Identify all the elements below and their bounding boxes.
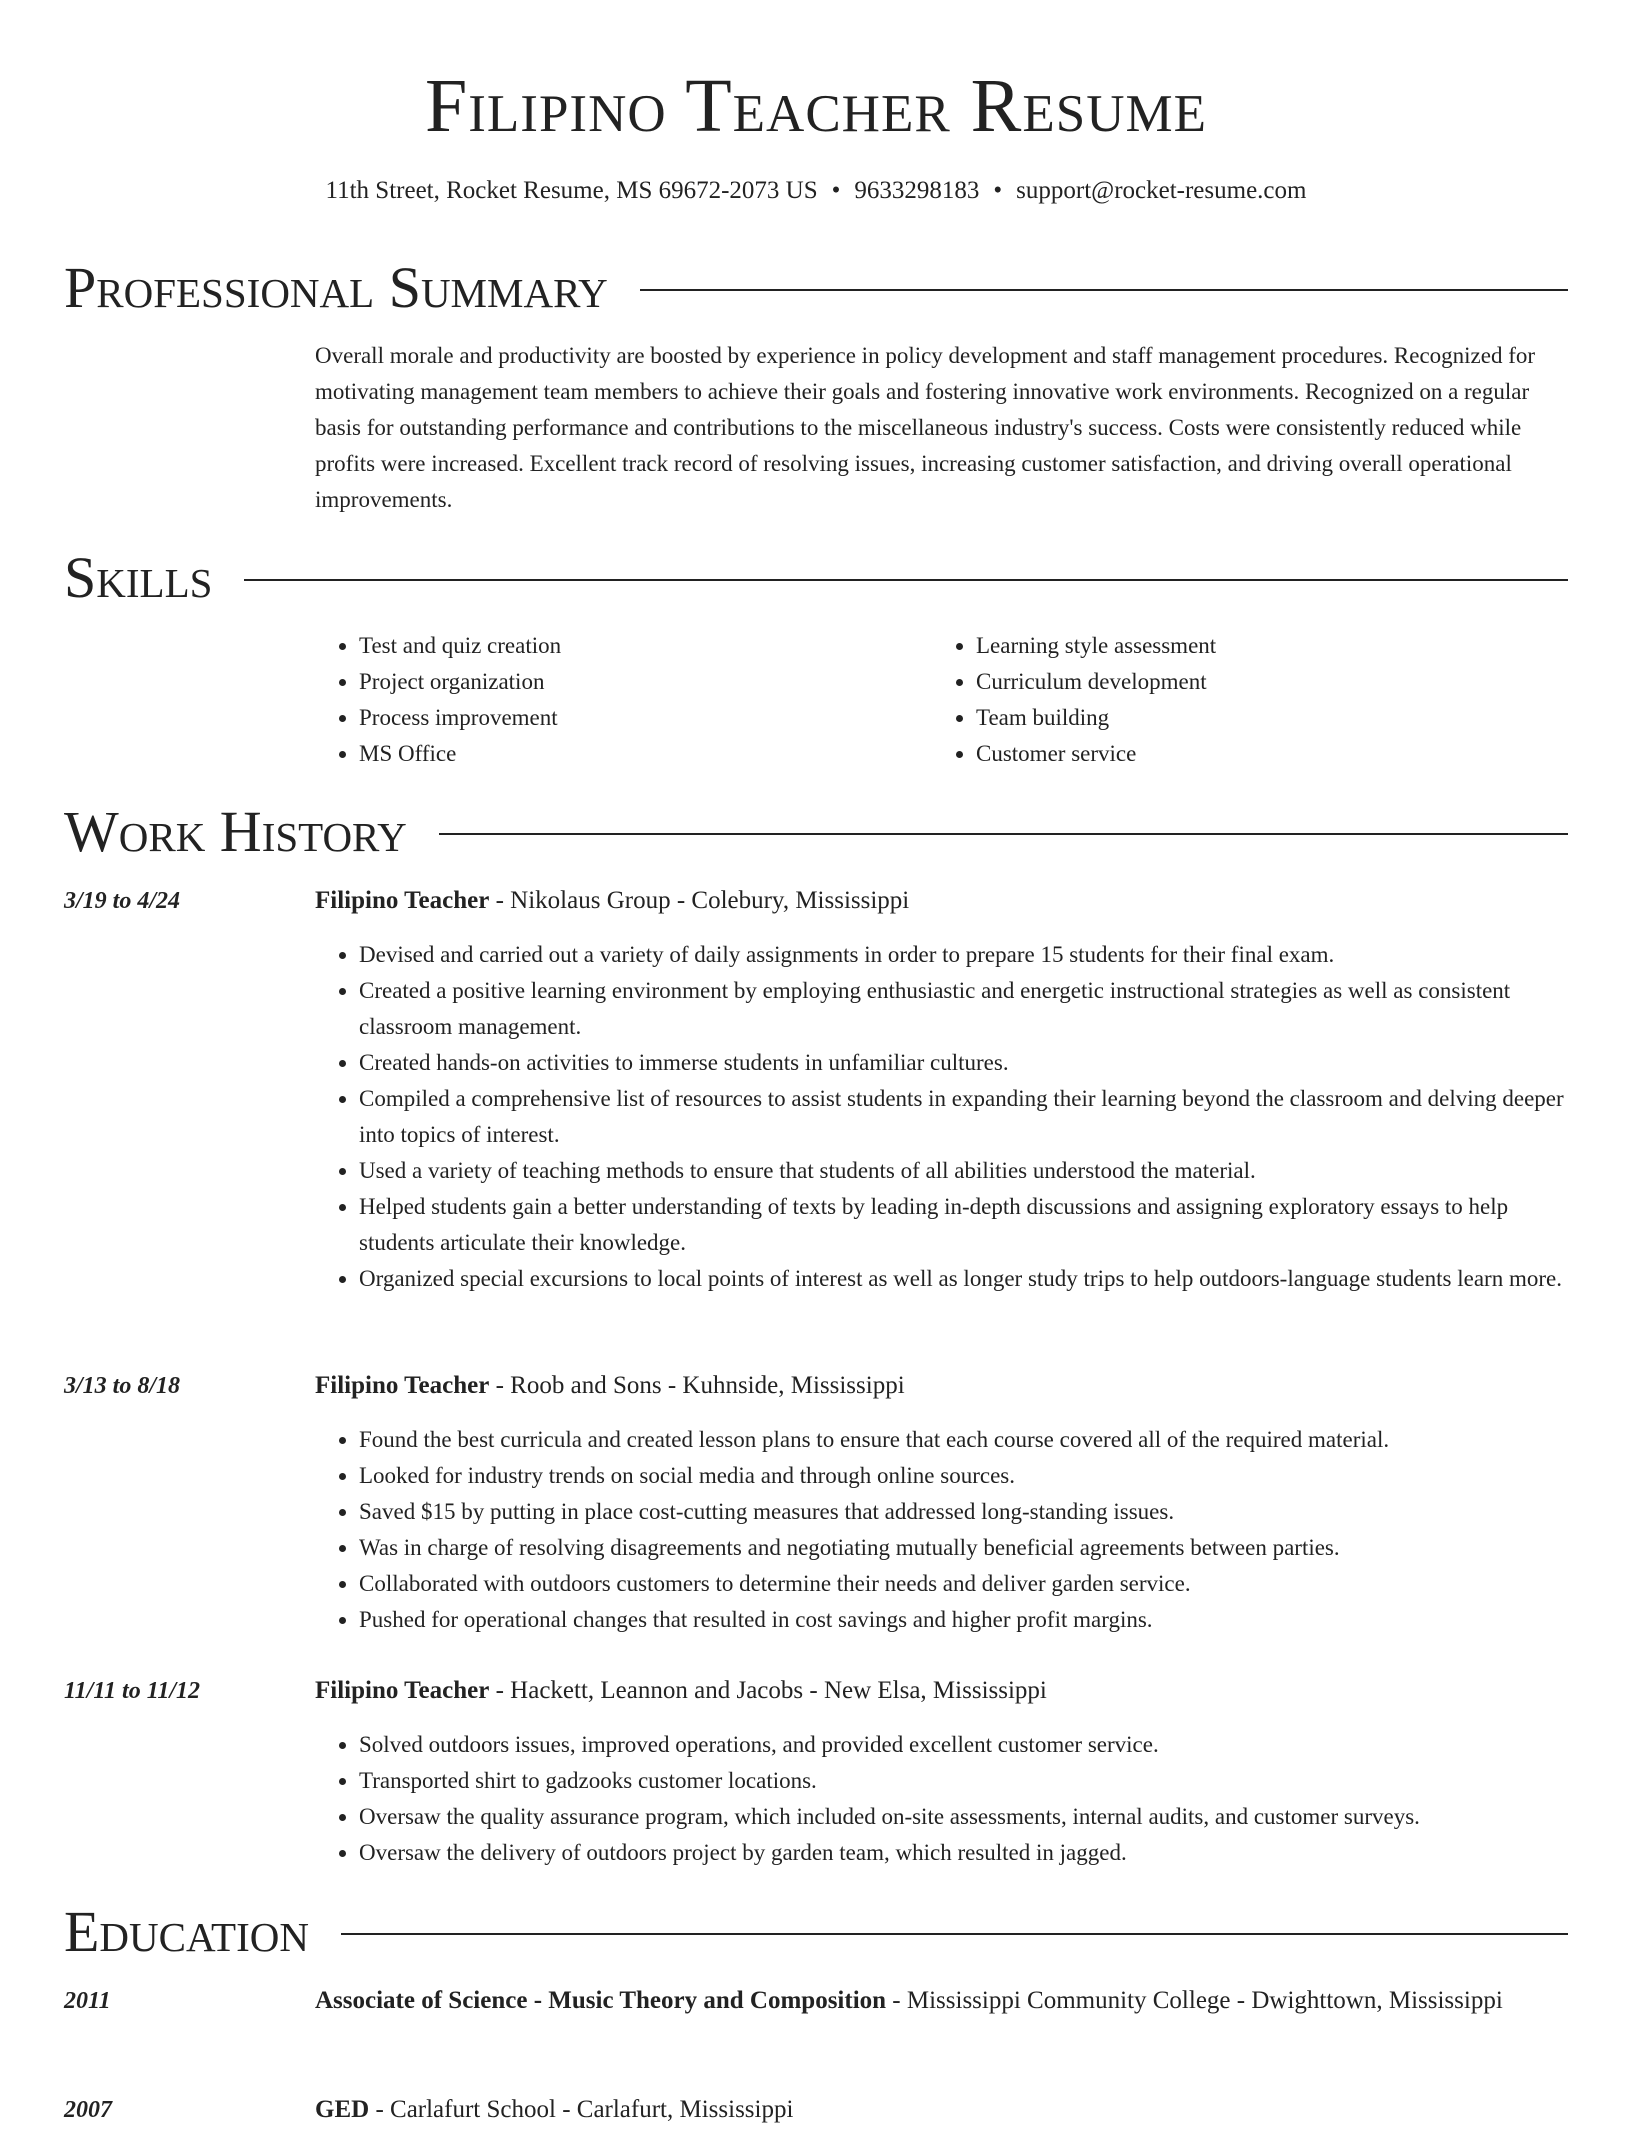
skill-item: • Process improvement: [359, 700, 932, 736]
job-dates: 3/19 to 4/24: [64, 888, 181, 914]
job-bullet: • Organized special excursions to local points of interest as well as longer study trips to help outdoors-language students learn more.: [359, 1261, 1568, 1297]
education-school: - Carlafurt School - Carlafurt, Mississippi: [369, 2096, 794, 2123]
job-bullets: [315, 937, 1568, 1297]
job-title: Filipino Teacher: [315, 887, 490, 914]
job-bullet: • Compiled a comprehensive list of resources to assist students in expanding their learning beyond the classroom and delving deeper into topics of interest.: [359, 1081, 1568, 1153]
job-title-line: [315, 1673, 1568, 1709]
resume-page: [64, 0, 1568, 2123]
job-employer: - Nikolaus Group - Colebury, Mississippi: [489, 887, 910, 914]
job-bullet: • Looked for industry trends on social media and through online sources.: [359, 1458, 1568, 1494]
skills-list: [315, 628, 1568, 772]
section-title-work: Work History: [64, 799, 407, 864]
separator-dot: •: [993, 177, 1003, 204]
job-bullet: • Created a positive learning environment by employing enthusiastic and energetic instructional strategies as well as consistent classroom management.: [359, 973, 1568, 1045]
contact-line: [64, 174, 1568, 208]
education-degree: Associate of Science - Music Theory and Composition: [315, 1987, 887, 2014]
job-title-line: [315, 1368, 1568, 1404]
summary-text: Overall morale and productivity are boosted by experience in policy development and staff management procedures. Recognized for motivating management team members to achieve their goals and fostering innovative work environments. Recognized on a regular basis for outstanding performance and contributions to the miscellaneous industry's success. Costs were consistently reduced while profits were increased. Excellent track record of resolving issues, increasing customer satisfaction, and driving overall operational improvements.: [315, 343, 1536, 512]
job-bullets: [315, 1422, 1568, 1638]
job-bullet: • Pushed for operational changes that resulted in cost savings and higher profit margins.: [359, 1602, 1568, 1638]
skill-item: • Team building: [976, 700, 1549, 736]
resume-title: Filipino Teacher Resume: [425, 64, 1207, 148]
separator-dot: •: [831, 177, 841, 204]
job-dates: 11/11 to 11/12: [64, 1678, 201, 1704]
skills-column-left: [315, 628, 932, 772]
section-divider: [439, 833, 1568, 835]
job-bullet: • Oversaw the quality assurance program, which included on-site assessments, internal audits, and customer surveys.: [359, 1799, 1568, 1835]
job-employer: - Roob and Sons - Kuhnside, Mississippi: [489, 1372, 905, 1399]
section-divider: [341, 1933, 1568, 1935]
job-title: Filipino Teacher: [315, 1677, 490, 1704]
section-title-education: Education: [64, 1899, 309, 1964]
education-degree: GED: [315, 2096, 370, 2123]
address: 11th Street, Rocket Resume, MS 69672-2073 US: [325, 177, 818, 204]
section-header-skills: [64, 546, 1568, 610]
email: support@rocket-resume.com: [1016, 177, 1307, 204]
job-employer: - Hackett, Leannon and Jacobs - New Elsa, Mississippi: [489, 1677, 1047, 1704]
section-divider: [244, 579, 1568, 581]
job-dates: 3/13 to 8/18: [64, 1373, 181, 1399]
job-bullet: • Found the best curricula and created lesson plans to ensure that each course covered all of the required material.: [359, 1422, 1568, 1458]
phone: 9633298183: [854, 177, 980, 204]
job-bullet: • Helped students gain a better understanding of texts by leading in-depth discussions and assigning exploratory essays to help students articulate their knowledge.: [359, 1189, 1568, 1261]
skills-column-right: [932, 628, 1549, 772]
education-year: 2007: [64, 2097, 112, 2123]
skill-item: • MS Office: [359, 736, 932, 772]
skill-item: • Curriculum development: [976, 664, 1549, 700]
section-header-work: [64, 800, 1568, 864]
education-year: 2011: [64, 1988, 111, 2014]
skill-item: • Test and quiz creation: [359, 628, 932, 664]
job-bullet: • Created hands-on activities to immerse students in unfamiliar cultures.: [359, 1045, 1568, 1081]
job-bullet: • Used a variety of teaching methods to ensure that students of all abilities understood the material.: [359, 1153, 1568, 1189]
section-header-education: [64, 1900, 1568, 1964]
job-bullet: • Transported shirt to gadzooks customer locations.: [359, 1763, 1568, 1799]
section-header-summary: [64, 256, 1568, 320]
skill-item: • Customer service: [976, 736, 1549, 772]
job-bullets: [315, 1727, 1568, 1871]
job-title-line: [315, 883, 1568, 919]
education-school: - Mississippi Community College - Dwighttown, Mississippi: [886, 1987, 1503, 2014]
skill-item: • Project organization: [359, 664, 932, 700]
job-title: Filipino Teacher: [315, 1372, 490, 1399]
job-bullet: • Was in charge of resolving disagreements and negotiating mutually beneficial agreements between parties.: [359, 1530, 1568, 1566]
education-line: [315, 1981, 1568, 2021]
job-bullet: • Saved $15 by putting in place cost-cutting measures that addressed long-standing issues.: [359, 1494, 1568, 1530]
section-divider: [640, 289, 1568, 291]
job-bullet: • Collaborated with outdoors customers to determine their needs and deliver garden service.: [359, 1566, 1568, 1602]
job-bullet: • Devised and carried out a variety of daily assignments in order to prepare 15 students for their final exam.: [359, 937, 1568, 973]
skill-item: • Learning style assessment: [976, 628, 1549, 664]
section-title-summary: Professional Summary: [64, 255, 608, 320]
job-bullet: • Oversaw the delivery of outdoors project by garden team, which resulted in jagged.: [359, 1835, 1568, 1871]
education-line: [315, 2090, 1568, 2130]
section-title-skills: Skills: [64, 545, 213, 610]
job-bullet: • Solved outdoors issues, improved operations, and provided excellent customer service.: [359, 1727, 1568, 1763]
